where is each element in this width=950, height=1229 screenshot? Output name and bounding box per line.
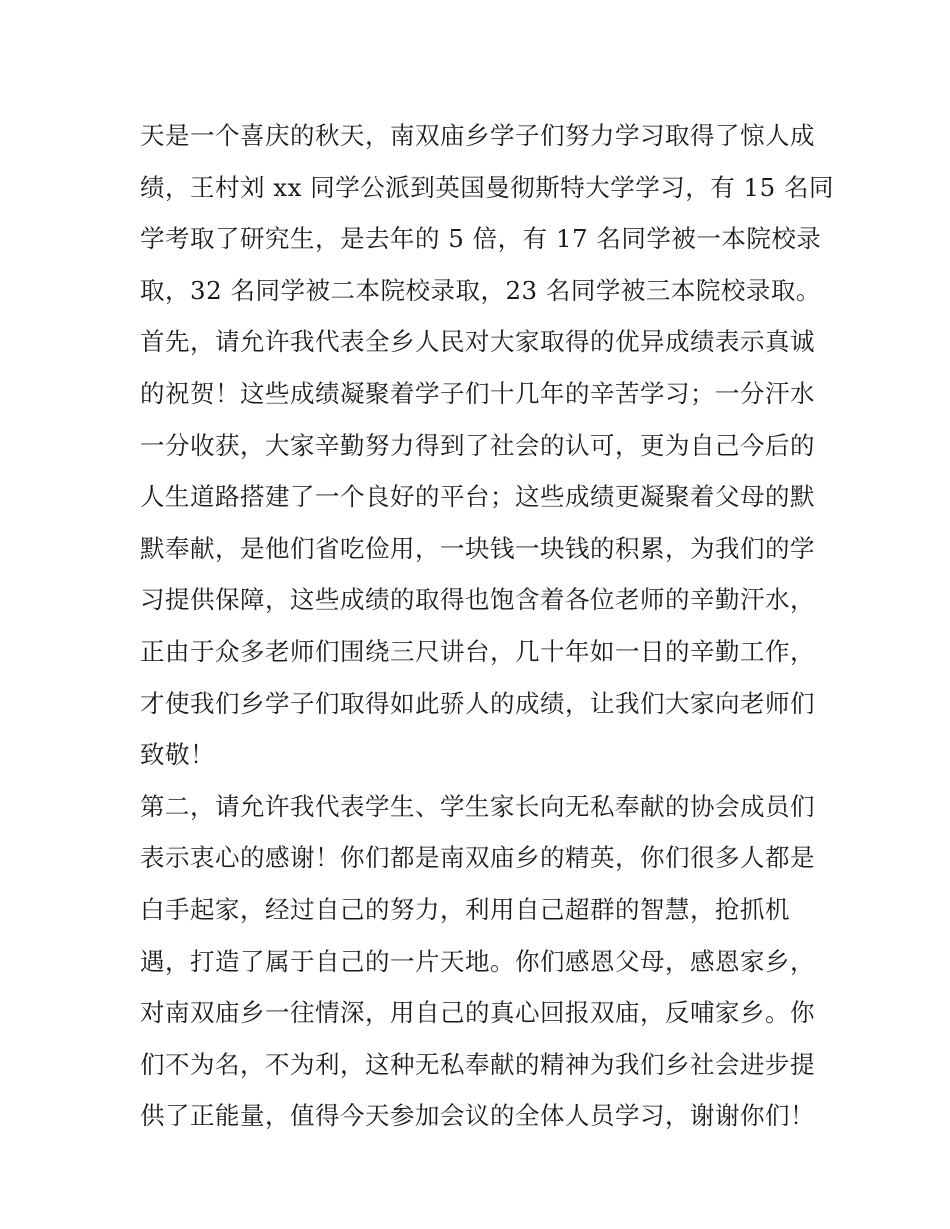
text-line: 正由于众多老师们围绕三尺讲台，几十年如一日的辛勤工作，: [140, 636, 815, 666]
text-line: 表示衷心的感谢！你们都是南双庙乡的精英，你们很多人都是: [140, 843, 815, 873]
text-line: 首先，请允许我代表全乡人民对大家取得的优异成绩表示真诚: [140, 327, 815, 357]
body-text: [140, 110, 834, 1142]
text-line: 才使我们乡学子们取得如此骄人的成绩，让我们大家向老师们: [140, 688, 815, 718]
text-line: 习提供保障，这些成绩的取得也饱含着各位老师的辛勤汗水，: [140, 585, 815, 615]
text-line: 第二，请允许我代表学生、学生家长向无私奉献的协会成员们: [140, 791, 815, 821]
text-line: 的祝贺！这些成绩凝聚着学子们十几年的辛苦学习；一分汗水: [140, 378, 815, 408]
text-line: 学考取了研究生，是去年的 5 倍，有 17 名同学被一本院校录: [140, 224, 822, 254]
text-line: 遇，打造了属于自己的一片天地。你们感恩父母，感恩家乡，: [140, 946, 815, 976]
text-line: 白手起家，经过自己的努力，利用自己超群的智慧，抢抓机: [140, 894, 790, 924]
text-line: 们不为名，不为利，这种无私奉献的精神为我们乡社会进步提: [140, 1049, 815, 1079]
text-line: 取，32 名同学被二本院校录取，23 名同学被三本院校录取。: [140, 275, 821, 305]
text-line: 对南双庙乡一往情深，用自己的真心回报双庙，反哺家乡。你: [140, 998, 815, 1028]
text-line: 致敬！: [140, 740, 215, 770]
text-line: 天是一个喜庆的秋天，南双庙乡学子们努力学习取得了惊人成: [140, 121, 815, 150]
text-line: 绩，王村刘 xx 同学公派到英国曼彻斯特大学学习，有 15 名同: [140, 172, 834, 202]
text-line: 默奉献，是他们省吃俭用，一块钱一块钱的积累，为我们的学: [140, 533, 815, 563]
text-line: 供了正能量，值得今天参加会议的全体人员学习，谢谢你们！: [140, 1101, 815, 1131]
text-line: 一分收获，大家辛勤努力得到了社会的认可，更为自己今后的: [140, 430, 815, 460]
text-line: 人生道路搭建了一个良好的平台；这些成绩更凝聚着父母的默: [140, 482, 815, 512]
